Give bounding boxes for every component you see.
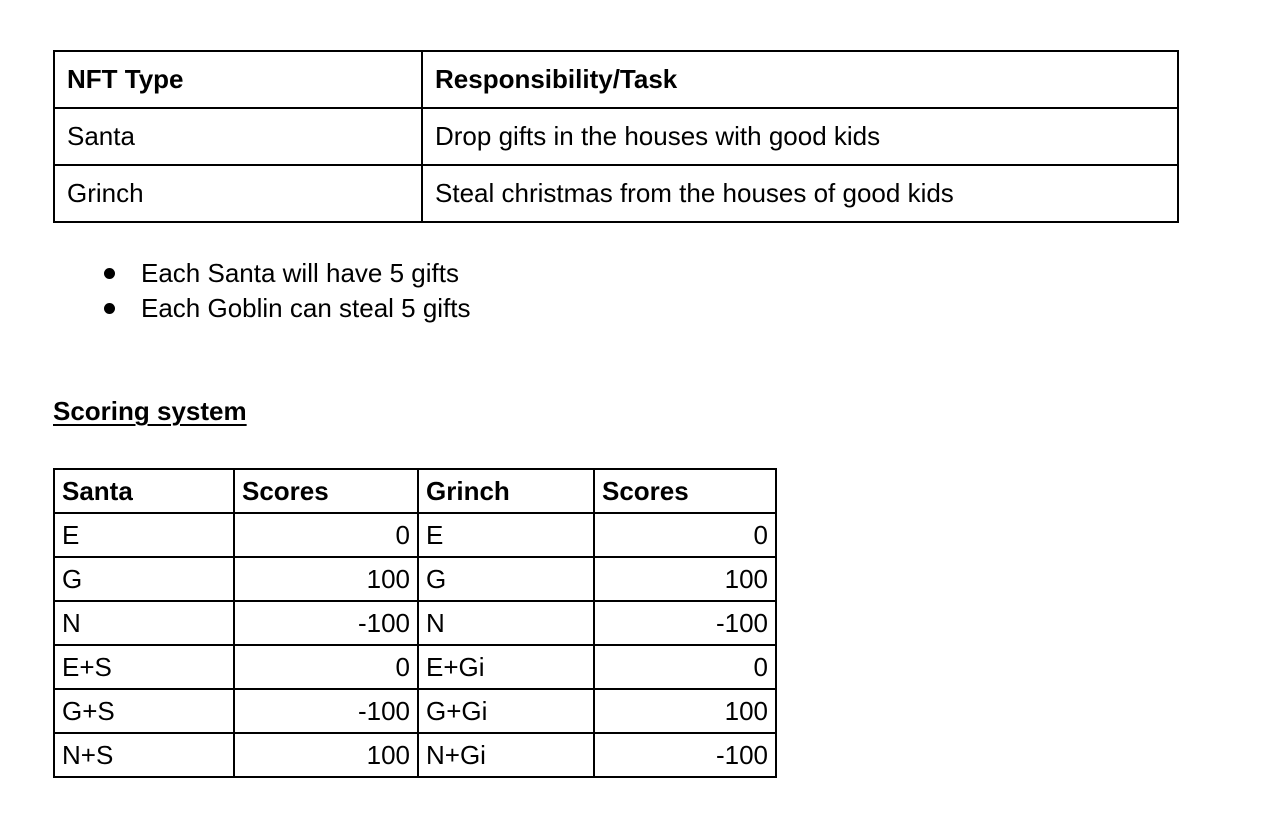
list-item-text: Each Goblin can steal 5 gifts	[141, 293, 471, 323]
grinch-score-cell: 0	[594, 513, 776, 557]
responsibility-header-cell: Responsibility/Task	[422, 51, 1178, 108]
grinch-score-cell: -100	[594, 733, 776, 777]
table-row	[54, 557, 776, 601]
responsibility-cell: Drop gifts in the houses with good kids	[422, 108, 1178, 165]
list-item	[53, 256, 471, 291]
santa-case-cell: N+S	[54, 733, 234, 777]
scoring-system-heading: Scoring system	[53, 396, 247, 426]
santa-case-cell: G	[54, 557, 234, 601]
grinch-score-cell: -100	[594, 601, 776, 645]
nft-type-table	[53, 50, 1179, 223]
nft-type-cell: Grinch	[54, 165, 422, 222]
grinch-scores-header-cell: Scores	[594, 469, 776, 513]
grinch-header-cell: Grinch	[418, 469, 594, 513]
scoring-table	[53, 468, 777, 778]
table-row	[54, 645, 776, 689]
santa-score-cell: 100	[234, 733, 418, 777]
grinch-case-cell: G+Gi	[418, 689, 594, 733]
responsibility-cell: Steal christmas from the houses of good kids	[422, 165, 1178, 222]
santa-case-cell: N	[54, 601, 234, 645]
table-row	[54, 733, 776, 777]
grinch-score-cell: 0	[594, 645, 776, 689]
santa-case-cell: E	[54, 513, 234, 557]
santa-score-cell: 0	[234, 513, 418, 557]
grinch-case-cell: N	[418, 601, 594, 645]
santa-score-cell: -100	[234, 601, 418, 645]
santa-scores-header-cell: Scores	[234, 469, 418, 513]
nft-type-header-cell: NFT Type	[54, 51, 422, 108]
grinch-score-cell: 100	[594, 557, 776, 601]
list-item-text: Each Santa will have 5 gifts	[141, 258, 459, 288]
santa-case-cell: E+S	[54, 645, 234, 689]
table-row	[54, 689, 776, 733]
notes-bullet-list	[53, 256, 471, 326]
santa-score-cell: 100	[234, 557, 418, 601]
grinch-case-cell: N+Gi	[418, 733, 594, 777]
table-row	[54, 108, 1178, 165]
santa-case-cell: G+S	[54, 689, 234, 733]
table-row	[54, 513, 776, 557]
santa-header-cell: Santa	[54, 469, 234, 513]
bullet-icon	[104, 303, 115, 314]
table-header-row	[54, 51, 1178, 108]
grinch-case-cell: E	[418, 513, 594, 557]
grinch-score-cell: 100	[594, 689, 776, 733]
table-header-row	[54, 469, 776, 513]
santa-score-cell: -100	[234, 689, 418, 733]
grinch-case-cell: G	[418, 557, 594, 601]
santa-score-cell: 0	[234, 645, 418, 689]
table-row	[54, 601, 776, 645]
table-row	[54, 165, 1178, 222]
list-item	[53, 291, 471, 326]
bullet-icon	[104, 268, 115, 279]
nft-type-cell: Santa	[54, 108, 422, 165]
grinch-case-cell: E+Gi	[418, 645, 594, 689]
